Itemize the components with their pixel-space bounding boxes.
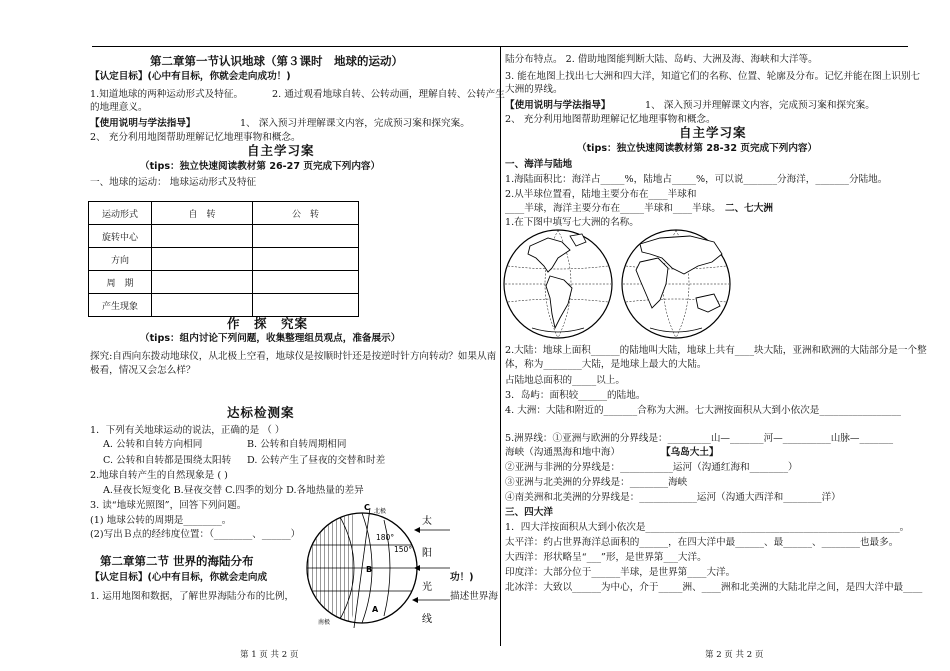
table-row-label: 周 期 — [89, 271, 152, 294]
table-row — [89, 294, 359, 317]
right-guide-label: 【使用说明与学法指导】 — [505, 100, 611, 111]
table-row — [89, 271, 359, 294]
table-row — [89, 225, 359, 248]
section-oceans: 三、四大洋 — [505, 507, 553, 518]
table-cell[interactable] — [253, 271, 359, 294]
right-guide-1: 1、 深入预习并理解课文内容，完成预习案和探究案。 — [645, 100, 875, 111]
q-continent-b: 体，称为________大陆，是地球上最大的大陆。 — [505, 359, 707, 370]
page-footer: 第 2 页 共 2 页 — [705, 650, 764, 660]
goal-label: 【认定目标】(心中有目标，你就会走向成功！) — [90, 71, 291, 82]
table-cell[interactable] — [253, 248, 359, 271]
test-q3-2: (2)写出Ｂ点的经纬度位置：（________、______） — [90, 529, 301, 540]
table-header-cell: 公 转 — [253, 202, 359, 225]
section-ocean-land: 一、海洋与陆地 — [505, 159, 573, 170]
q-pacific: 太平洋：约占世界海洋总面积的______，在四大洋中最______、最______、________也最多。 — [505, 537, 899, 548]
right-line-3: 大洲的界线。 — [505, 84, 563, 95]
sun-label-2: 阳 — [422, 548, 432, 559]
tips-1: （tips：独立快速阅读教材第 26-27 页完成下列内容） — [140, 161, 381, 172]
point-c-label: C — [364, 503, 370, 512]
right-tips: （tips：独立快速阅读教材第 28-32 页完成下列内容） — [577, 143, 818, 154]
guide-2: 2、 充分利用地图帮助理解记忆地理事物和概念。 — [90, 132, 301, 143]
q-continent-c: 占陆地总面积的_____以上。 — [505, 375, 625, 386]
tips-2: （tips：组内讨论下列问题，收集整理组员观点，准备展示） — [140, 333, 401, 344]
table-cell[interactable] — [152, 225, 253, 248]
sun-label-1: 太 — [422, 516, 432, 527]
question-1: 一、地球的运动： 地球运动形式及特征 — [90, 177, 257, 188]
test-q1-option-b: B. 公转和自转周期相同 — [247, 439, 347, 450]
right-line-2: 3. 能在地图上找出七大洲和四大洋，知道它们的名称、位置、轮廓及分布。记忆并能在图上识别七 — [505, 71, 921, 82]
q-boundary-b: 海峡（沟通黑海和地中海） — [505, 447, 621, 458]
guide-1: 1、 深入预习并理解课文内容，完成预习案和探究案。 — [240, 118, 470, 129]
goal-2a: 2. 通过观看地球自转、公转动画，理解自转、公转产生 — [272, 89, 505, 100]
section-2-item-1: 1. 运用地图和数据，了解世界海陆分布的比例， — [90, 591, 295, 602]
q-indian: 印度洋：大部分位于______半球，是世界第____大洋。 — [505, 567, 736, 578]
right-self-study-title: 自主学习案 — [679, 125, 747, 140]
q-boundary-e: ④南美洲和北美洲的分界线是：____________运河（沟通大西洋和________洋） — [505, 492, 841, 503]
page-footer: 第 1 页 共 2 页 — [240, 650, 299, 660]
degree-180-label: 180° — [376, 533, 395, 542]
q-oceans-order: 1．四大洋按面积从大到小依次是_____________________________________________________。 — [505, 522, 910, 533]
sun-label-3: 光 — [422, 582, 432, 593]
table-cell[interactable] — [253, 294, 359, 317]
q-area-ratio: 1.海陆面积比：海洋占_____%，陆地占_____%，可以说_______分海洋，_______分陆地。 — [505, 174, 888, 185]
test-q3-1: (1) 地球公转的周期是________。 — [90, 515, 232, 526]
test-q1-option-a: A. 公转和自转方向相同 — [103, 439, 203, 450]
q-island: 3．岛屿：面积较______的陆地。 — [505, 390, 646, 401]
table-row-label: 方向 — [89, 248, 152, 271]
q-fill-continents: 1.在下图中填写七大洲的名称。 — [505, 217, 639, 228]
table-cell[interactable] — [152, 294, 253, 317]
test-q1-option-c: C. 公转和自转都是围绕太阳转 — [103, 455, 232, 466]
guide-label: 【使用说明与学法指导】 — [90, 118, 196, 129]
section-2-item-1-end: 描述世界海 — [450, 591, 498, 602]
right-line-1: 陆分布特点。 2. 借助地图能判断大陆、岛屿、大洲及海、海峡和大洋等。 — [505, 54, 818, 65]
test-q2: 2.地球自转产生的自然现象是 ( ) — [90, 470, 228, 481]
explore-title: 作 探 究案 — [227, 316, 309, 331]
north-pole-label: 北极 — [374, 508, 387, 515]
q-boundary-c: ②亚洲与非洲的分界线是：___________运河（沟通红海和________） — [505, 462, 798, 473]
right-guide-2: 2、 充分利用地图帮助理解记忆地理事物和概念。 — [505, 114, 716, 125]
q-hemisphere-a: 2.从半球位置看，陆地主要分布在____半球和 — [505, 189, 697, 200]
q-boundary-a: 5.洲界线：①亚洲与欧洲的分界线是：_________山—_______河—__________山脉—_______ — [505, 433, 894, 444]
sun-label-4: 线 — [422, 614, 432, 625]
test-q3: 3. 读“地球光照图”，回答下列问题。 — [90, 500, 247, 511]
test-q2-options: A.昼夜长短变化 B.昼夜交替 C.四季的划分 D.各地热量的差异 — [103, 485, 364, 496]
test-q1: 1．下列有关地球运动的说法，正确的是 （ ） — [90, 425, 285, 436]
q-hemisphere-b: ____半球，海洋主要分布在_____半球和____半球。 — [505, 203, 721, 214]
test-q1-option-d: D. 公转产生了昼夜的交替和时差 — [247, 455, 386, 466]
test-title: 达标检测案 — [227, 405, 295, 420]
section-2-goal: 【认定目标】(心中有目标，你就会走向成 — [90, 572, 268, 583]
south-pole-label: 南极 — [318, 619, 331, 626]
q-boundary-d: ③亚洲与北美洲的分界线是：________海峡 — [505, 477, 688, 488]
right-page — [475, 0, 950, 671]
table-row — [89, 202, 359, 225]
section-continents: 二、七大洲 — [725, 203, 773, 214]
self-study-title: 自主学习案 — [247, 143, 315, 158]
point-b-label: B — [366, 565, 373, 574]
q-continents-order: 4. 大洲：大陆和附近的_______合称为大洲。七大洲按面积从大到小依次是_________________ — [505, 405, 901, 416]
q-atlantic: 大西洋：形状略呈“___”形，是世界第___大洋。 — [505, 552, 707, 563]
table-cell[interactable] — [253, 225, 359, 248]
q-arctic: 北冰洋：大致以______为中心，介于_____洲、____洲和北美洲的大陆北岸之间，是四大洋中最____ — [505, 582, 923, 593]
explore-text-b: 极看，情况又会怎么样？ — [90, 365, 196, 376]
table-header-cell: 自 转 — [152, 202, 253, 225]
lesson-title: 第二章第一节认识地球（第３课时 地球的运动） — [150, 54, 403, 68]
section-2-title: 第二章第二节 世界的海陆分布 — [100, 554, 254, 568]
motion-table — [88, 201, 359, 317]
table-row-label: 旋转中心 — [89, 225, 152, 248]
table-cell[interactable] — [152, 248, 253, 271]
point-a-label: A — [372, 605, 379, 614]
table-row-label: 产生现象 — [89, 294, 152, 317]
section-2-goal-end: 功！) — [450, 572, 474, 583]
table-row — [89, 248, 359, 271]
table-cell[interactable] — [152, 271, 253, 294]
table-header-cell: 运动形式 — [89, 202, 152, 225]
world-hemispheres-map — [500, 228, 735, 340]
degree-150-label: 150° — [394, 545, 413, 554]
earth-illumination-diagram — [300, 500, 455, 630]
explore-text-a: 探究:自西向东拨动地球仪，从北极上空看，地球仪是按顺时针还是按逆时针方向转动？如果从南 — [90, 351, 497, 362]
q-continent-a: 2.大陆：地球上面积______的陆地叫大陆，地球上共有____块大陆，亚洲和欧洲的大陆部分是一个整 — [505, 345, 927, 356]
goal-2b: 的地理意义。 — [90, 102, 148, 113]
goal-1: 1.知道地球的两种运动形式及特征。 — [90, 89, 244, 100]
mnemonic-tag: 【乌岛大土】 — [661, 447, 719, 458]
